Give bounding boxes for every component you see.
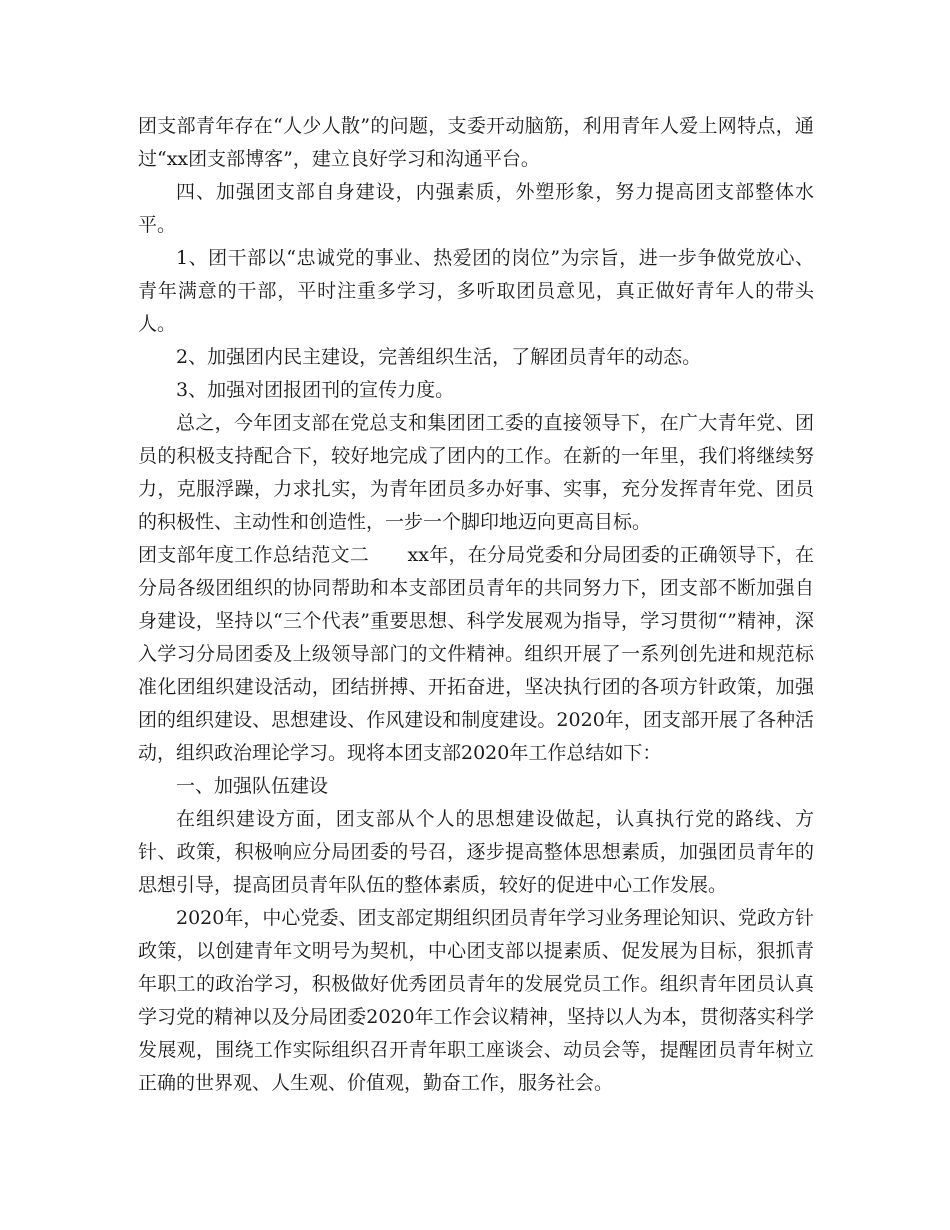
paragraph-4: 2、加强团内民主建设，完善组织生活，了解团员青年的动态。 (176, 346, 702, 368)
paragraph-10: 2020年，中心党委、团支部定期组织团员青年学习业务理论知识、党政方针政策，以创建青年文明号为契机，中心团支部以提素质、促发展为目标，狠抓青年职工的政治学习，积极做好优秀团员青年的发展党员工作。组织青年团员认真学习党的精神以及分局团委2020年工作会议精神，坚持以人为本，贯彻落实科学发展观，围绕工作实际组织召开青年职工座谈会、动员会等，提醒团员青年树立正确的世界观、人生观、价值观，勤奋工作，服务社会。 (138, 907, 814, 1094)
paragraph-2: 四、加强团支部自身建设，内强素质，外塑形象，努力提高团支部整体水平。 (138, 181, 814, 236)
paragraph-6: 总之，今年团支部在党总支和集团团工委的直接领导下，在广大青年党、团员的积极支持配合下，较好地完成了团内的工作。在新的一年里，我们将继续努力，克服浮躁，力求扎实，为青年团员多办好事、实事，充分发挥青年党、团员的积极性、主动性和创造性，一步一个脚印地迈向更高目标。 (138, 412, 814, 533)
paragraph-7: 团支部年度工作总结范文二 xx年，在分局党委和分局团委的正确领导下，在分局各级团组织的协同帮助和本支部团员青年的共同努力下，团支部不断加强自身建设，坚持以“三个代表”重要思想、科学发展观为指导，学习贯彻“”精神，深入学习分局团委及上级领导部门的文件精神。组织开展了一系列创先进和规范标准化团组织建设活动，团结拼搏、开拓奋进，坚决执行团的各项方针政策，加强团的组织建设、思想建设、作风建设和制度建设。2020年，团支部开展了各种活动，组织政治理论学习。现将本团支部2020年工作总结如下： (138, 544, 814, 764)
paragraph-9: 在组织建设方面，团支部从个人的思想建设做起，认真执行党的路线、方针、政策，积极响应分局团委的号召，逐步提高整体思想素质，加强团员青年的思想引导，提高团员青年队伍的整体素质，较好的促进中心工作发展。 (138, 808, 814, 896)
paragraph-1: 团支部青年存在“人少人散”的问题，支委开动脑筋，利用青年人爱上网特点，通过“xx团支部博客”，建立良好学习和沟通平台。 (138, 115, 814, 170)
document-body (138, 110, 814, 1100)
paragraph-3: 1、团干部以“忠诚党的事业、热爱团的岗位”为宗旨，进一步争做党放心、青年满意的干部，平时注重多学习，多听取团员意见，真正做好青年人的带头人。 (138, 247, 814, 335)
paragraph-8: 一、加强队伍建设 (176, 775, 329, 797)
paragraph-5: 3、加强对团报团刊的宣传力度。 (176, 379, 455, 401)
